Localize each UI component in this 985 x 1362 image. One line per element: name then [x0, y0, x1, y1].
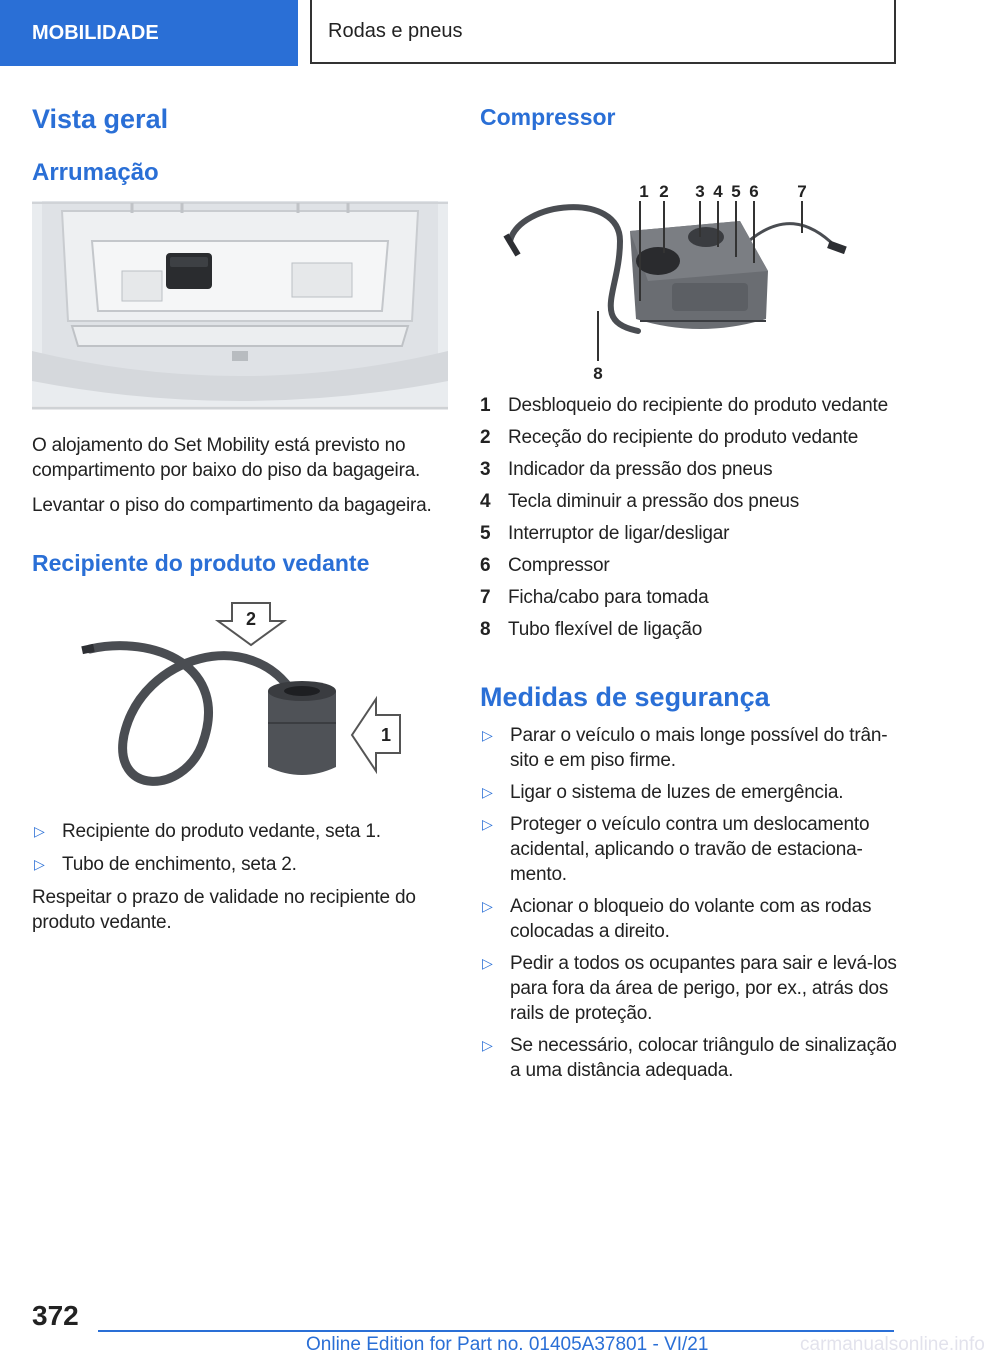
list-item: 1 Desbloqueio do recipiente do produto vedante — [480, 395, 888, 416]
compressor-illustration — [480, 151, 900, 381]
callout-7: 7 — [797, 182, 807, 201]
list-item: 3 Indicador da pressão dos pneus — [480, 459, 773, 480]
watermark: carmanualsonline.info — [800, 1334, 985, 1355]
sealant-image — [32, 595, 448, 807]
arrow-1-icon — [352, 699, 400, 771]
sealant-illustration — [32, 595, 448, 807]
list-item: ▷ Proteger o veículo contra um deslocamento acidental, aplicando o travão de estacionamento. — [482, 814, 870, 885]
bullet-triangle-icon: ▷ — [482, 1037, 493, 1053]
bullet-triangle-icon: ▷ — [34, 856, 45, 872]
callout-3: 3 — [695, 182, 705, 201]
safety-bullet-list — [480, 723, 900, 1083]
list-item: ▷ Tubo de enchimento, seta 2. — [34, 854, 297, 875]
callout-5: 5 — [731, 182, 741, 201]
callout-8: 8 — [593, 364, 603, 383]
list-item: 5 Interruptor de ligar/desligar — [480, 523, 730, 544]
list-item: ▷ Pedir a todos os ocupantes para sair e levá-los para fora da área de perigo, por ex., atrás dos rails de proteção. — [482, 953, 897, 1024]
list-item: 4 Tecla diminuir a pressão dos pneus — [480, 491, 800, 512]
sealant-title: Recipiente do produto vedante — [32, 550, 370, 576]
callout-4: 4 — [713, 182, 723, 201]
sealant-bullet-list — [32, 819, 448, 877]
chapter-header — [310, 0, 896, 64]
section-label: MOBILIDADE — [32, 21, 159, 44]
callout-6: 6 — [749, 182, 759, 201]
left-column — [32, 100, 448, 935]
bullet-triangle-icon: ▷ — [482, 955, 493, 971]
callout-1: 1 — [639, 182, 649, 201]
overview-title: Vista geral — [32, 104, 169, 134]
right-column — [480, 100, 900, 1083]
list-item: ▷ Acionar o bloqueio do volante com as rodas colocadas a direito. — [482, 896, 872, 942]
trunk-image — [32, 201, 448, 423]
bullet-triangle-icon: ▷ — [482, 816, 493, 832]
compressor-image — [480, 151, 900, 381]
sealant-note: Respeitar o prazo de validade no recipiente do produto vedante. — [32, 887, 416, 933]
trunk-illustration — [32, 201, 448, 423]
section-tab — [0, 0, 298, 66]
list-item: ▷ Ligar o sistema de luzes de emergência. — [482, 782, 844, 803]
list-item: 2 Receção do recipiente do produto vedante — [480, 427, 859, 448]
arrow-2-label: 2 — [245, 609, 257, 629]
list-item: 7 Ficha/cabo para tomada — [480, 587, 709, 608]
list-item: 6 Compressor — [480, 555, 610, 576]
edition-label: Online Edition for Part no. 01405A37801 - VI/21 — [306, 1334, 709, 1355]
page-number: 372 — [32, 1300, 79, 1331]
safety-title: Medidas de segurança — [480, 682, 770, 712]
compressor-item-list — [480, 393, 900, 642]
compressor-title: Compressor — [480, 104, 616, 130]
bullet-triangle-icon: ▷ — [482, 727, 493, 743]
arrow-1-label: 1 — [380, 725, 392, 745]
list-item: ▷ Se necessário, colocar triângulo de sinalização a uma distância adequada. — [482, 1035, 897, 1081]
list-item: ▷ Recipiente do produto vedante, seta 1. — [34, 821, 381, 842]
storage-subtitle: Arrumação — [32, 159, 159, 186]
storage-paragraph-2: Levantar o piso do compartimento da bagageira. — [32, 495, 432, 516]
footer-rule — [98, 1330, 894, 1332]
callout-2: 2 — [659, 182, 669, 201]
bullet-triangle-icon: ▷ — [482, 898, 493, 914]
bullet-triangle-icon: ▷ — [482, 784, 493, 800]
bullet-triangle-icon: ▷ — [34, 823, 45, 839]
list-item: ▷ Parar o veículo o mais longe possível do trânsito e em piso firme. — [482, 725, 888, 771]
list-item: 8 Tubo flexível de ligação — [480, 619, 703, 640]
chapter-label: Rodas e pneus — [328, 19, 463, 42]
storage-paragraph-1: O alojamento do Set Mobility está previsto no compartimento por baixo do piso da bagageira. — [32, 435, 421, 481]
